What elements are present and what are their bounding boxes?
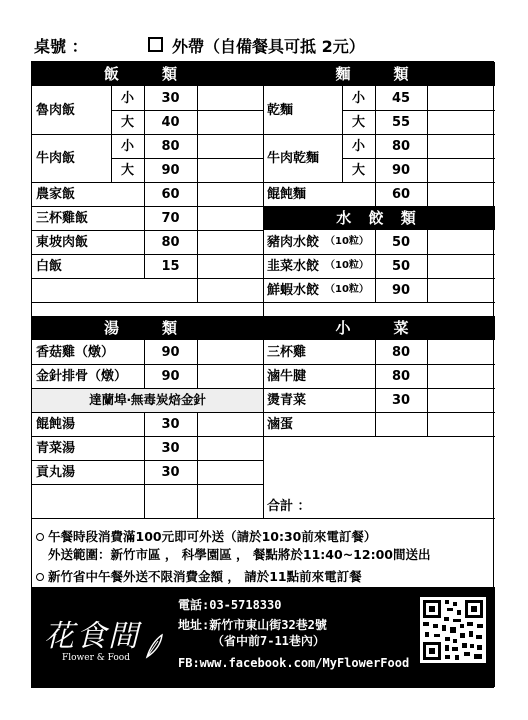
price: 30: [161, 440, 180, 456]
rice-section-title: 飯 類: [32, 62, 263, 86]
size-large-label: 大: [351, 114, 365, 130]
delivery-notes: [32, 518, 495, 587]
dumpling-item-name: 韭菜水餃: [267, 258, 320, 274]
price: 60: [391, 186, 411, 202]
note-line: 午餐時段消費滿100元即可外送（請於10:30前來電訂餐）: [36, 527, 376, 545]
piece-count: （10粒）: [325, 260, 369, 271]
dumpling-item: [263, 230, 375, 254]
price: 15: [161, 258, 180, 274]
size-small-label: 小: [120, 90, 134, 106]
size-small-label: 小: [351, 138, 365, 154]
note-line: 新竹省中午餐外送不限消費金額 ， 請於11點前來電訂餐: [36, 567, 362, 585]
rice-item-name: 農家飯: [36, 186, 76, 202]
dumpling-section-title: 水 餃 類: [263, 206, 495, 230]
price: 50: [391, 258, 411, 274]
noodle-item-name: 餛飩麵: [267, 186, 307, 202]
soup-item-name: 香菇雞（燉）: [36, 344, 115, 360]
logo-chinese: 花食間: [44, 619, 140, 654]
note-line: 外送範圍：新竹市區 ， 科學園區 ， 餐點將於11:40~12:00間送出: [48, 547, 431, 562]
price: 45: [391, 90, 411, 106]
side-item-name: 三杯雞: [267, 344, 307, 360]
soup-item-name: 貢丸湯: [36, 464, 76, 480]
qr-code-icon[interactable]: [420, 597, 486, 663]
soup-item-name: 青菜湯: [36, 440, 76, 456]
rice-item-name: 三杯雞飯: [36, 210, 89, 226]
price: 90: [391, 282, 411, 298]
price: 30: [391, 392, 411, 408]
phone-number: 電話:03-5718330: [178, 598, 282, 612]
side-item-name: 滷牛腱: [267, 368, 307, 384]
price: 55: [391, 114, 411, 130]
size-small-label: 小: [351, 90, 365, 106]
menu-form: [31, 61, 494, 688]
price: 80: [391, 138, 411, 154]
dumpling-item: [263, 278, 375, 302]
noodle-section-title: 麵 類: [263, 62, 495, 86]
logo-english: Flower & Food: [62, 653, 130, 663]
piece-count: （10粒）: [325, 284, 369, 295]
price: 80: [391, 344, 411, 360]
side-item-name: 滷蛋: [267, 416, 294, 432]
address-line: 地址:新竹市東山街32巷2號: [178, 618, 327, 632]
order-header: [34, 34, 494, 56]
size-large-label: 大: [351, 162, 365, 178]
price: 70: [161, 210, 180, 226]
price: 30: [161, 464, 180, 480]
bullet-icon: [36, 573, 44, 581]
store-footer: [32, 587, 495, 687]
soup-item-name: 餛飩湯: [36, 416, 76, 432]
price: 80: [161, 138, 180, 154]
price: [375, 412, 427, 436]
soup-item-name: 金針排骨（燉）: [36, 368, 128, 384]
rice-item-name: 東坡肉飯: [36, 234, 89, 250]
soup-section-title: 湯 類: [32, 316, 263, 340]
rice-item-name: 白飯: [36, 258, 63, 274]
size-large-label: 大: [120, 114, 134, 130]
price: 30: [161, 416, 180, 432]
leaf-icon: [144, 633, 164, 659]
price: 80: [161, 234, 180, 250]
facebook-link[interactable]: FB:www.facebook.com/MyFlowerFood: [178, 656, 410, 670]
price: 90: [391, 162, 411, 178]
sides-section-title: 小 菜: [263, 316, 495, 340]
rice-item-name: 牛肉飯: [36, 150, 76, 166]
rice-item-name: 魯肉飯: [36, 102, 76, 118]
price: 90: [161, 344, 180, 360]
total-label: 合計 ：: [267, 499, 311, 514]
noodle-item-name: 乾麵: [267, 102, 294, 118]
price: 30: [161, 90, 180, 106]
size-small-label: 小: [120, 138, 134, 154]
address-note: （省中前7-11巷內）: [212, 634, 325, 648]
dumpling-item-name: 豬肉水餃: [267, 234, 320, 250]
noodle-item-name: 牛肉乾麵: [267, 150, 320, 166]
dumpling-item-name: 鮮蝦水餃: [267, 282, 320, 298]
price: 80: [391, 368, 411, 384]
piece-count: （10粒）: [325, 236, 369, 247]
soup-banner: 達蘭埠‧無毒炭焙金針: [32, 388, 263, 412]
dumpling-item: [263, 254, 375, 278]
bullet-icon: [36, 533, 44, 541]
side-item-name: 燙青菜: [267, 392, 307, 408]
store-logo: [40, 611, 160, 671]
checkbox-icon[interactable]: [148, 37, 163, 52]
table-number-label: 桌號 ：: [34, 37, 88, 56]
price: 60: [161, 186, 180, 202]
price: 40: [161, 114, 180, 130]
price: 50: [391, 234, 411, 250]
size-large-label: 大: [120, 162, 134, 178]
price: 90: [161, 162, 180, 178]
takeout-label: 外帶（自備餐具可抵 2元）: [172, 37, 365, 56]
price: 90: [161, 368, 180, 384]
